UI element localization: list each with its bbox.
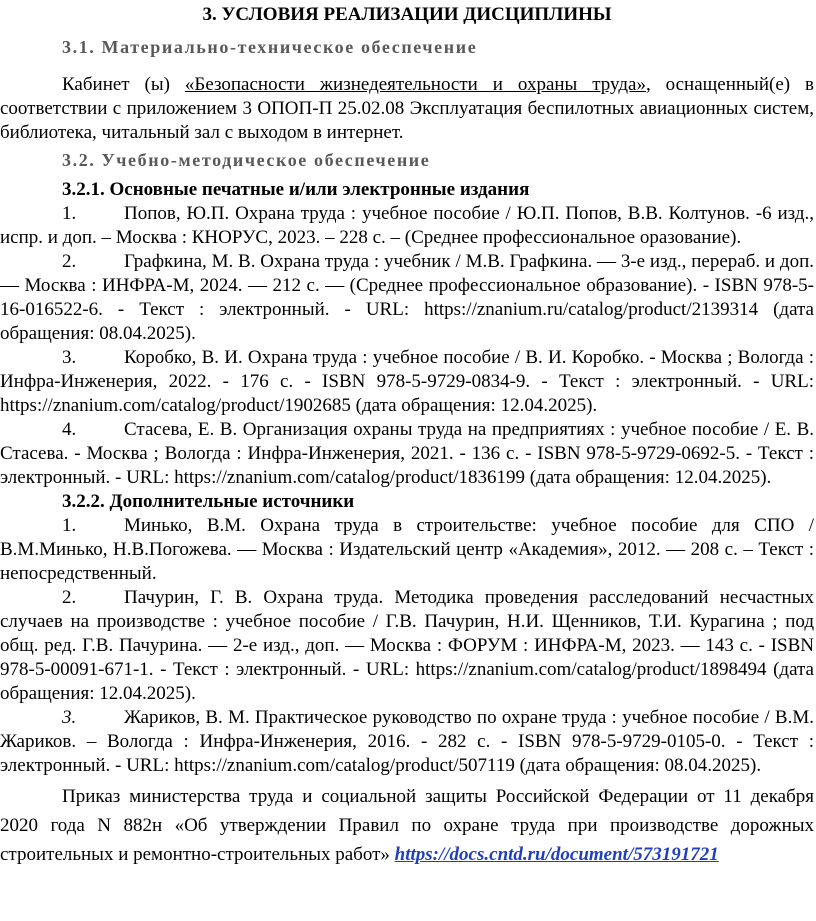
- page-title: 3. УСЛОВИЯ РЕАЛИЗАЦИИ ДИСЦИПЛИНЫ: [202, 4, 612, 25]
- section-heading-methodical: 3.2. Учебно-методическое обеспечение: [62, 150, 431, 170]
- list-item-text: Минько, В.М. Охрана труда в строительстве: учебное пособие для СПО / В.М.Минько, Н.В.Погожева. — Москва : Издательский центр «Академия», 2012. — 208 с. – Текст : непосредственный.: [0, 515, 814, 584]
- list-item-number: 2.: [62, 251, 77, 272]
- list-item-number: 4.: [62, 419, 77, 440]
- list-item-text: Коробко, В. И. Охрана труда : учебное пособие / В. И. Коробко. - Москва ; Вологда : Инфра-Инженерия, 2022. - 176 с. - ISBN 978-5-9729-0834-9. - Текст : электронный. - URL: https://znanium.com/catalog/product/1902685 (дата обращения: 12.04.2025).: [0, 347, 814, 416]
- list-item-text: Графкина, М. В. Охрана труда : учебник / М.В. Графкина. — 3-е изд., перераб. и доп. — Москва : ИНФРА-М, 2024. — 212 с. — (Среднее профессиональное образование). - ISBN 978-5-16-016522-6. - Текст : электронный. - URL: https://znanium.ru/catalog/product/2139314 (дата обращения: 08.04.2025).: [0, 251, 814, 344]
- subsection-heading-main: 3.2.1. Основные печатные и/или электронные издания: [62, 179, 530, 200]
- material-paragraph: [0, 73, 814, 145]
- list-item-text: Пачурин, Г. В. Охрана труда. Методика проведения расследований несчастных случаев на производстве : учебное пособие / Г.В. Пачурин, Н.И. Щенников, Т.И. Курагина ; под общ. ред. Г.В. Пачурина. — 2-е изд., доп. — Москва : ФОРУМ : ИНФРА-М, 2023. — 143 с. - ISBN 978-5-00091-671-1. - Текст : электронный. - URL: https://znanium.com/catalog/product/1898494 (дата обращения: 12.04.2025).: [0, 587, 814, 704]
- subsection-heading-additional: 3.2.2. Дополнительные источники: [62, 491, 355, 512]
- order-link[interactable]: https://docs.cntd.ru/document/573191721: [394, 844, 719, 865]
- list-item-text: Попов, Ю.П. Охрана труда : учебное пособие / Ю.П. Попов, В.В. Колтунов. -6 изд., испр. и доп. – Москва : КНОРУС, 2023. – 228 с. – (Среднее профессиональное оразование).: [0, 203, 814, 248]
- material-text-before: Кабинет (ы): [62, 74, 185, 95]
- list-item: [0, 202, 814, 250]
- additional-sources-list: [0, 514, 814, 778]
- list-item: [0, 706, 814, 778]
- list-item-text: Жариков, В. М. Практическое руководство по охране труда : учебное пособие / В.М. Жариков. – Вологда : Инфра-Инженерия, 2016. - 282 с. - ISBN 978-5-9729-0105-0. - Текст : электронный. - URL: https://znanium.com/catalog/product/507119 (дата обращения: 08.04.2025).: [0, 707, 814, 776]
- order-text: Приказ министерства труда и социальной защиты Российской Федерации от 11 декабря 2020 года N 882н «Об утверждении Правил по охране труда при производстве дорожных строительных и ремонтно-строительных работ»: [0, 786, 814, 865]
- cabinet-name: «Безопасности жизнедеятельности и охраны труда»: [184, 74, 646, 95]
- list-item-number: 3.: [62, 707, 77, 728]
- list-item: [0, 418, 814, 490]
- section-heading-material: 3.1. Материально-техническое обеспечение: [62, 37, 478, 57]
- list-item: [0, 514, 814, 586]
- list-item: [0, 250, 814, 346]
- list-item-text: Стасева, Е. В. Организация охраны труда на предприятиях : учебное пособие / Е. В. Стасева. - Москва ; Вологда : Инфра-Инженерия, 2021. - 136 с. - ISBN 978-5-9729-0692-5. - Текст : электронный. - URL: https://znanium.com/catalog/product/1836199 (дата обращения: 12.04.2025).: [0, 419, 814, 488]
- list-item: [0, 586, 814, 706]
- list-item-number: 3.: [62, 347, 77, 368]
- list-item: [0, 346, 814, 418]
- list-item-number: 2.: [62, 587, 77, 608]
- list-item-number: 1.: [62, 515, 77, 536]
- order-paragraph: [0, 782, 814, 869]
- main-sources-list: [0, 202, 814, 490]
- material-text-after: , оснащенный(е) в соответствии с приложением 3 ОПОП-П 25.02.08 Эксплуатация беспилотных авиационных систем, библиотека, читальный зал с выходом в интернет.: [0, 74, 815, 143]
- list-item-number: 1.: [62, 203, 77, 224]
